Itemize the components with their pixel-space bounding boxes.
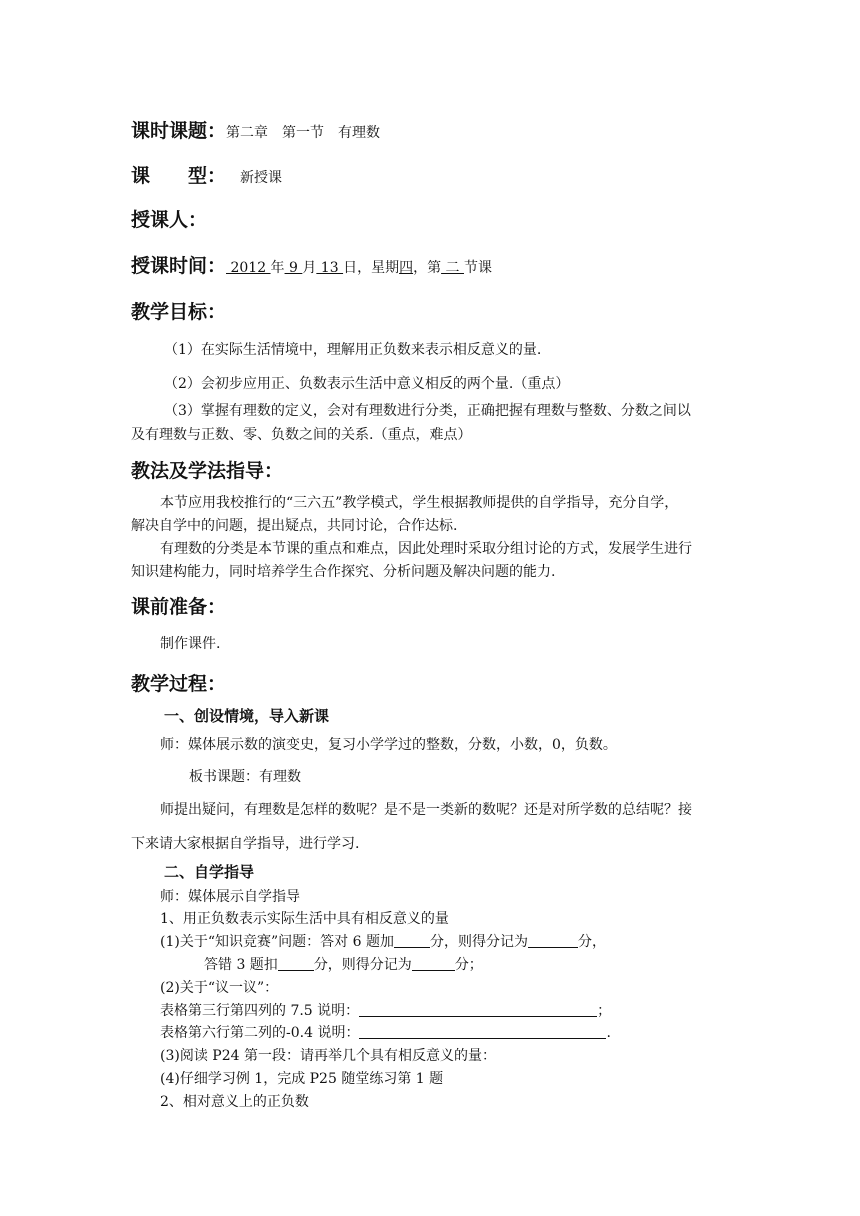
teacher-label: 授课人： <box>131 209 208 231</box>
question-2b-end: . <box>606 1025 611 1041</box>
section-1-para-3-line-2: 下来请大家根据自学指导，进行学习. <box>131 836 360 852</box>
goal-item-3-line-1: （3）掌握有理数的定义，会对有理数进行分类，正确把握有理数与整数、分数之间以 <box>164 403 691 419</box>
answer-blank[interactable] <box>412 956 455 971</box>
question-3: (3)阅读 P24 第一段：请再举几个具有相反意义的量： <box>160 1048 496 1064</box>
time-month: 9 <box>284 260 303 276</box>
prep-text: 制作课件. <box>160 636 221 652</box>
question-4: (4)仔细学习例 1，完成 P25 随堂练习第 1 题 <box>160 1071 444 1087</box>
time-period-prefix: ，第 <box>413 260 442 276</box>
question-2b <box>160 1022 611 1042</box>
question-1b <box>204 954 483 974</box>
time-year: 2012 <box>226 260 271 276</box>
lesson-time-row <box>131 251 492 278</box>
process-heading: 教学过程： <box>131 673 227 695</box>
lesson-type-value: 新授课 <box>240 170 283 186</box>
question-1b-text-1: 答错 3 题扣 <box>204 957 278 973</box>
lesson-type-label: 课 型： <box>131 165 227 187</box>
method-para-2-line-2: 知识建构能力，同时培养学生合作探究、分析问题及解决问题的能力. <box>131 564 556 580</box>
question-2a-end: ； <box>597 1003 612 1019</box>
question-1a <box>160 931 606 951</box>
section-1-para-1: 师：媒体展示数的演变史，复习小学学过的整数，分数，小数，0，负数。 <box>160 737 617 753</box>
section-1-para-2: 板书课题：有理数 <box>189 769 301 785</box>
method-para-1-line-1: 本节应用我校推行的“三六五”教学模式，学生根据教师提供的自学指导，充分自学， <box>160 495 679 511</box>
goal-item-3-line-2: 及有理数与正数、零、负数之间的关系.（重点，难点） <box>131 427 472 443</box>
answer-blank[interactable] <box>528 933 578 948</box>
question-2: (2)关于“议一议”： <box>160 980 279 996</box>
lesson-title-value: 第二章 第一节 有理数 <box>226 125 381 141</box>
question-1b-text-3: 分； <box>454 957 483 973</box>
method-para-2-line-1: 有理数的分类是本节课的重点和难点，因此处理时采取分组讨论的方式，发展学生进行 <box>160 541 692 557</box>
time-period-unit: 节课 <box>463 260 492 276</box>
question-1a-text-1: (1)关于“知识竞赛”问题：答对 6 题加 <box>160 934 394 950</box>
time-period: 二 <box>441 260 464 276</box>
answer-blank[interactable] <box>359 1024 606 1039</box>
section-2-item-2: 2、相对意义上的正负数 <box>160 1094 309 1110</box>
answer-blank[interactable] <box>394 933 430 948</box>
question-2b-text: 表格第六行第二列的-0.4 说明： <box>160 1025 360 1041</box>
lesson-title-label: 课时课题： <box>131 120 227 142</box>
section-2-intro: 师：媒体展示自学指导 <box>160 889 300 905</box>
answer-blank[interactable] <box>359 1002 597 1017</box>
question-1a-text-3: 分， <box>577 934 606 950</box>
goals-heading: 教学目标： <box>131 301 227 323</box>
section-2-item-1: 1、用正负数表示实际生活中具有相反意义的量 <box>160 911 449 927</box>
goal-item-2: （2）会初步应用正、负数表示生活中意义相反的两个量.（重点） <box>164 376 570 392</box>
section-1-title: 一、创设情境，导入新课 <box>164 707 330 725</box>
method-para-1-line-2: 解决自学中的问题，提出疑点，共同讨论，合作达标. <box>131 518 458 534</box>
question-1a-text-2: 分，则得分记为 <box>429 934 528 950</box>
time-month-unit: 月 <box>302 260 317 276</box>
time-weekday: 四 <box>399 260 414 276</box>
question-2a-text: 表格第三行第四列的 7.5 说明： <box>160 1003 360 1019</box>
time-day-unit: 日，星期 <box>343 260 400 276</box>
section-1-para-3-line-1: 师提出疑问，有理数是怎样的数呢？是不是一类新的数呢？还是对所学数的总结呢？接 <box>160 802 692 818</box>
lesson-title-row <box>131 116 380 143</box>
time-year-unit: 年 <box>270 260 285 276</box>
method-heading: 教法及学法指导： <box>131 460 284 482</box>
time-day: 13 <box>316 260 344 276</box>
question-2a <box>160 1000 611 1020</box>
prep-heading: 课前准备： <box>131 596 227 618</box>
section-2-title: 二、自学指导 <box>164 863 255 881</box>
question-1b-text-2: 分，则得分记为 <box>313 957 412 973</box>
lesson-type-row <box>131 161 282 188</box>
lesson-time-label: 授课时间： <box>131 255 227 277</box>
answer-blank[interactable] <box>278 956 314 971</box>
goal-item-1: （1）在实际生活情境中，理解用正负数来表示相反意义的量. <box>164 342 542 358</box>
